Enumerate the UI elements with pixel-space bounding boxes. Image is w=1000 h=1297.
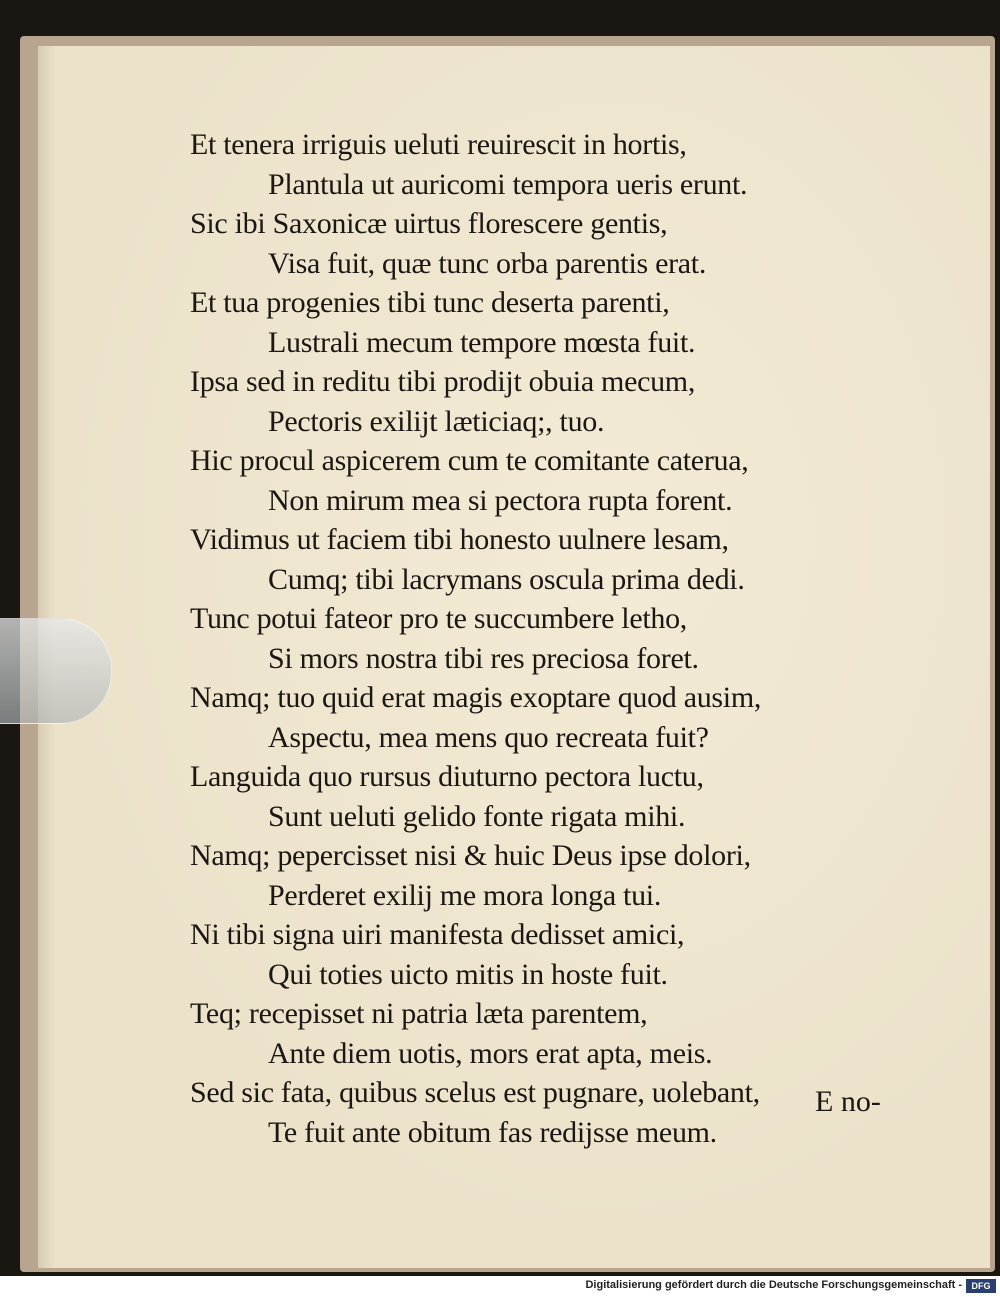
verse-line: Lustrali mecum tempore mœsta fuit. [268, 325, 696, 359]
verse-line: Ante diem uotis, mors erat apta, meis. [268, 1036, 713, 1070]
verse-line: Sic ibi Saxonicæ uirtus florescere gentis, [190, 207, 668, 240]
catchword: E no- [815, 1085, 881, 1118]
verse-line: Te fuit ante obitum fas redijsse meum. [268, 1115, 717, 1149]
verse-line: Sunt ueluti gelido fonte rigata mihi. [268, 799, 686, 833]
verse-line: Non mirum mea si pectora rupta forent. [268, 483, 733, 517]
verse-line: Plantula ut auricomi tempora ueris erunt. [268, 167, 748, 201]
verse-line: Vidimus ut faciem tibi honesto uulnere lesam, [190, 523, 729, 556]
verse-line: Hic procul aspicerem cum te comitante caterua, [190, 444, 749, 477]
verse-line: Cumq; tibi lacrymans oscula prima dedi. [268, 562, 745, 596]
funding-notice: Digitalisierung gefördert durch die Deutsche Forschungsgemeinschaft - [585, 1279, 962, 1291]
verse-line: Qui toties uicto mitis in hoste fuit. [268, 957, 668, 991]
show-through-text [898, 126, 1000, 1146]
verse-line: Si mors nostra tibi res preciosa foret. [268, 641, 699, 675]
verse-line: Et tenera irriguis ueluti reuirescit in hortis, [190, 128, 687, 161]
verse-line: Ipsa sed in reditu tibi prodijt obuia mecum, [190, 365, 696, 398]
footer-bar [0, 1276, 1000, 1297]
poem-text [190, 125, 910, 1152]
verse-line: Perderet exilij me mora longa tui. [268, 878, 662, 912]
verse-line: Languida quo rursus diuturno pectora luctu, [190, 760, 704, 793]
page-clamp [0, 618, 112, 724]
verse-line: Namq; pepercisset nisi & huic Deus ipse dolori, [190, 839, 751, 872]
dfg-logo: DFG [966, 1279, 996, 1293]
verse-line: Visa fuit, quæ tunc orba parentis erat. [268, 246, 707, 280]
verse-line: Aspectu, mea mens quo recreata fuit? [268, 720, 709, 754]
verse-line: Tunc potui fateor pro te succumbere letho, [190, 602, 687, 635]
verse-line: Namq; tuo quid erat magis exoptare quod ausim, [190, 681, 762, 714]
verse-line: Pectoris exilijt læticiaq;, tuo. [268, 404, 605, 438]
verse-line: Sed sic fata, quibus scelus est pugnare, uolebant, [190, 1076, 760, 1109]
verse-line: Ni tibi signa uiri manifesta dedisset amici, [190, 918, 685, 951]
verse-line: Teq; recepisset ni patria læta parentem, [190, 997, 648, 1030]
verse-line: Et tua progenies tibi tunc deserta parenti, [190, 286, 670, 319]
